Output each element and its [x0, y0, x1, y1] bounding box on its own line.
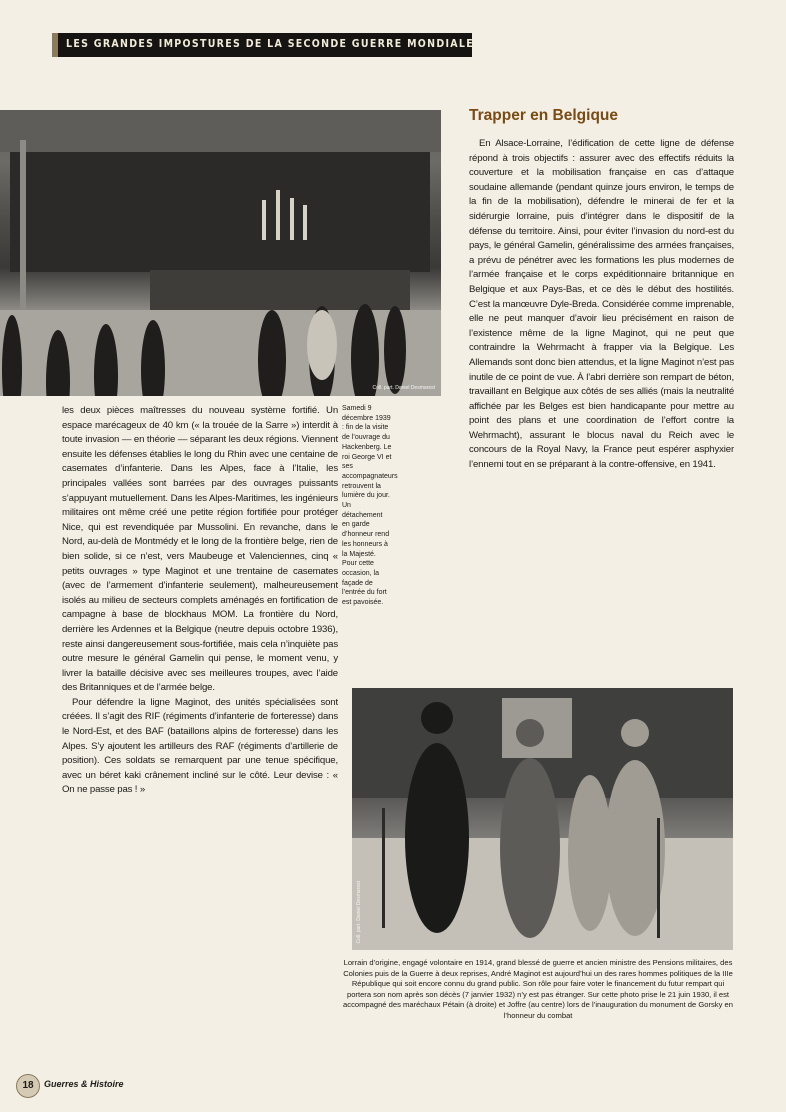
paragraph: les deux pièces maîtresses du nouveau système fortifié. Un espace marécageux de 40 km (« la trouée de la Sarre ») interdit à toute invasion — en théorie — séparant les deux régions. Viennent ensuite les défenses établies le long du Rhin avec une centaine de casemates d’infanterie. Dans les Alpes, face à l’Italie, les principales vallées sont barrées par des ouvrages puissants s’appuyant mutuellement. Dans les Alpes-Maritimes, les ingénieurs militaires ont même créé une petite région fortifiée pour protéger Nice, qui est revendiquée par Mussolini. En revanche, dans le Nord, au-delà de Montmédy et le long de la frontière belge, rien de bien solide, si ce n’est, vers Maubeuge et Valenciennes, cinq « petits ouvrages » type Maginot et une trentaine de casemates (avec de l’armement d’infanterie seulement), malheureusement isolés au milieu de secteurs complets aménagés en fortification de campagne à base de blockhaus MOM. La frontière du Nord, derrière les Ardennes et la Belgique (neutre depuis octobre 1936), reste ainsi dangereusement sous-fortifiée, mais cela n’inquiète pas outre mesure le général Gamelin qui pense, le moment venu, y livrer la bataille décisive avec ses meilleures troupes, avec l’aide des Britanniques et de l’armée belge.	[62, 405, 338, 694]
paragraph: En Alsace-Lorraine, l’édification de cette ligne de défense répond à trois objectifs : assurer avec des effectifs réduits la couverture et la mobilisation française en cas d’attaque soudaine allemande (pendant quinze jours environ, le temps de la fin de la mobilisation), défendre le minerai de fer et la sidérurgie lorraine, puis d’intégrer dans le dispositif de la défense du territoire. Ainsi, pour éviter l’invasion du nord-est du pays, le général Gamelin, généralissime des armées françaises, a prévu de pénétrer avec les formations les plus modernes de l’armée française et le corps expéditionnaire britannique en Belgique et aux Pays-Bas, et ce dès le début des hostilités. C’est la manœuvre Dyle-Breda. Considérée comme imprenable, elle ne peut manquer d’avoir lieu précisément en raison de l’existence même de la ligne Maginot, qui ne peut que contraindre la Wehrmacht à frapper via la Belgique. Les Allemands sont donc bien attendus, et la ligne Maginot n’est pas inutile de ce point de vue. À l’abri derrière son rempart de béton, travaillant en Belgique aux côtés de ses alliés (mais la neutralité affichée par les Belges est bien handicapante pour mettre au point des plans et une coordination de l’effort contre la Wehrmacht), assurant le blocus naval du Reich avec le concours de la Royal Navy, la France peut espérer asphyxier l’ennemi tout en se préparant à la contre-offensive, en 1941.	[469, 138, 734, 471]
magazine-name: Guerres & Histoire	[44, 1079, 124, 1089]
paragraph: Pour défendre la ligne Maginot, des unités spécialisées sont créées. Il s’agit des RIF (régiments d’infanterie de forteresse) dans le Nord-Est, et des BAF (bataillons alpins de forteresse) dans les Alpes. S’y ajoutent les artilleurs des RAF (régiments d’artillerie de position). Ces soldats se remarquent par une tenue spécifique, avec un béret kaki crânement incliné sur le côté. Leur devise : « On ne passe pas ! »	[62, 696, 338, 796]
photo-hackenberg-visit	[0, 110, 441, 396]
page-number: 18	[16, 1074, 40, 1098]
header-accent-bar	[52, 33, 58, 57]
photo-credit: Coll. part. Daniel Desmarest	[356, 881, 362, 944]
article-column-left	[62, 404, 338, 798]
header-title: LES GRANDES IMPOSTURES DE LA SECONDE GUERRE MONDIALE	[66, 38, 474, 50]
running-header	[52, 33, 472, 57]
photo-credit: Coll. part. Daniel Desmarest	[372, 385, 435, 391]
section-title: Trapper en Belgique	[469, 107, 619, 124]
article-column-right	[469, 137, 734, 473]
photo-maginot-illustration	[352, 688, 733, 950]
photo-maginot-marshals	[352, 688, 733, 950]
photo-hackenberg-illustration	[0, 110, 441, 396]
photo-caption: Samedi 9 décembre 1939 : fin de la visite de l’ouvrage du Hackenberg. Le roi George VI et ses accompagnateurs retrouvent la lumière du jour. Un détachement en garde d’honneur rend les honneurs à la Majesté. Pour cette occasion, la façade de l’entrée du fort est pavoisée.	[342, 405, 398, 607]
photo-caption: Lorrain d’origine, engagé volontaire en 1914, grand blessé de guerre et ancien ministre des Pensions militaires, des Colonies puis de la Guerre à deux reprises, André Maginot est aujourd’hui un des rares hommes politiques de la IIIe République qui soit encore connu du grand public. Son rôle pour faire voter le financement du futur rempart qui portera son nom après son décès (7 janvier 1932) n’y est pas étranger. Sur cette photo prise le 21 juin 1930, il est accompagné des maréchaux Pétain (à droite) et Joffre (au centre) lors de l’inauguration du monument de Gorsky en l’honneur du combat	[343, 958, 733, 1020]
